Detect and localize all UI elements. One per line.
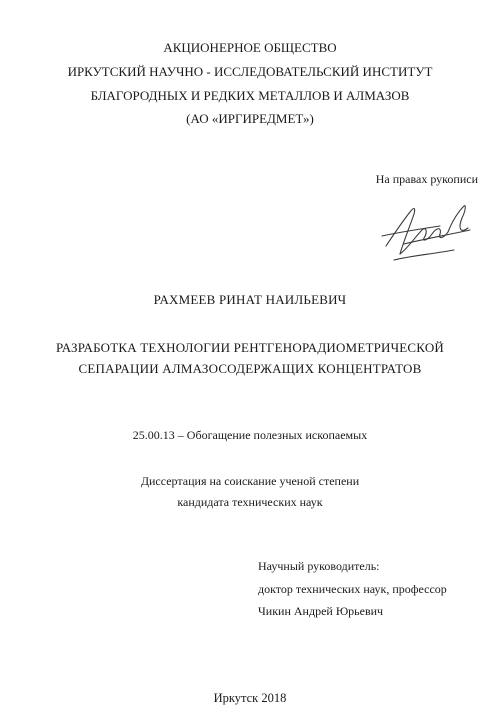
- manuscript-rights-notice: На правах рукописи: [375, 172, 478, 186]
- organization-line-2: ИРКУТСКИЙ НАУЧНО - ИССЛЕДОВАТЕЛЬСКИЙ ИНСТИТУТ: [67, 64, 433, 79]
- organization-line-3: БЛАГОРОДНЫХ И РЕДКИХ МЕТАЛЛОВ И АЛМАЗОВ: [90, 88, 410, 103]
- signature-icon: [380, 196, 476, 266]
- supervisor-label: Научный руководитель:: [258, 559, 380, 573]
- author-name: РАХМЕЕВ РИНАТ НАИЛЬЕВИЧ: [153, 292, 347, 307]
- specialty-code: 25.00.13 – Обогащение полезных ископаемых: [132, 428, 368, 442]
- organization-line-4: (АО «ИРГИРЕДМЕТ»): [186, 111, 314, 126]
- organization-line-1: АКЦИОНЕРНОЕ ОБЩЕСТВО: [163, 40, 337, 55]
- degree-line-2: кандидата технических наук: [177, 495, 323, 509]
- dissertation-title-line-1: РАЗРАБОТКА ТЕХНОЛОГИИ РЕНТГЕНОРАДИОМЕТРИЧЕСКОЙ: [55, 340, 445, 355]
- degree-line-1: Диссертация на соискание ученой степени: [140, 474, 360, 488]
- supervisor-name: Чикин Андрей Юрьевич: [258, 604, 384, 618]
- supervisor-credentials: доктор технических наук, профессор: [258, 582, 447, 596]
- city-year: Иркутск 2018: [213, 691, 287, 705]
- dissertation-title-line-2: СЕПАРАЦИИ АЛМАЗОСОДЕРЖАЩИХ КОНЦЕНТРАТОВ: [78, 361, 422, 376]
